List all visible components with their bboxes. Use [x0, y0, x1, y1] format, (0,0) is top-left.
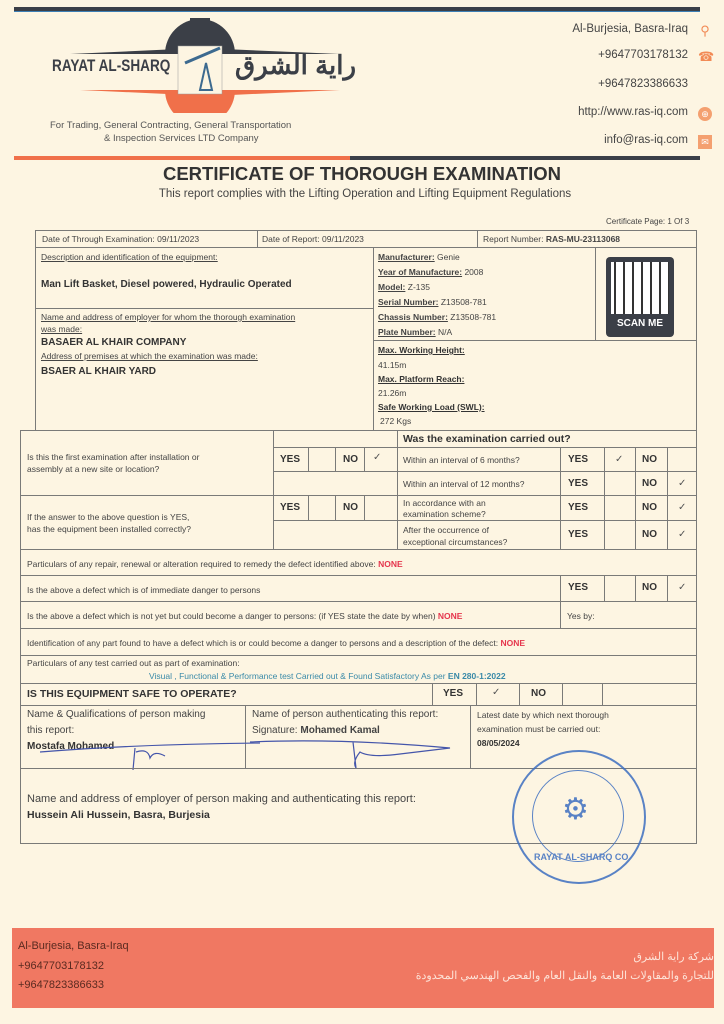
globe-icon: ⊕ — [698, 107, 712, 121]
employer-label-2: was made: — [41, 324, 83, 334]
year: 2008 — [462, 267, 484, 277]
no-label: NO — [642, 453, 657, 465]
email-icon: ✉ — [698, 135, 712, 149]
interval-no — [635, 495, 668, 521]
safe-no — [519, 683, 563, 706]
blank-cell — [273, 430, 398, 448]
stamp-text: RAYAT AL-SHARQ CO. — [534, 852, 631, 862]
chassis-label: Chassis Number: — [378, 312, 448, 322]
employer-cell — [35, 308, 374, 431]
blank-cell — [273, 520, 398, 550]
danger-yes — [560, 575, 605, 602]
no-label: NO — [642, 477, 657, 489]
r3-cell — [397, 495, 561, 521]
contact-phone-1: +9647703178132 — [598, 49, 688, 61]
safe-no-checkbox[interactable] — [562, 683, 603, 706]
footer-phone-2: +9647823386633 — [18, 979, 104, 991]
no-label: NO — [642, 529, 657, 540]
plate-label: Plate Number: — [378, 327, 436, 337]
capacity-cell — [373, 340, 697, 431]
maker-label-2: this report: — [27, 725, 75, 736]
safe-yes — [432, 683, 477, 706]
yes-label: YES — [443, 688, 464, 699]
safe-question: IS THIS EQUIPMENT SAFE TO OPERATE? — [27, 688, 237, 700]
interval-yes — [560, 447, 605, 472]
manufacturer-label: Manufacturer: — [378, 252, 435, 262]
danger-no-checkbox[interactable] — [667, 575, 697, 602]
repair-row — [20, 549, 697, 576]
safe-question-cell — [20, 683, 433, 706]
height-label: Max. Working Height: — [378, 345, 465, 355]
employer-label: Name and address of employer for whom the thorough examination — [41, 312, 296, 322]
q1-yes — [273, 447, 309, 472]
r3-text-2: examination scheme? — [403, 509, 486, 519]
yes-label: YES — [280, 454, 301, 465]
contact-address: Al-Burjesia, Basra-Iraq — [572, 23, 688, 35]
interval-no-checkbox[interactable] — [667, 495, 697, 521]
maker-label: Name & Qualifications of person making — [27, 709, 206, 720]
exam-header-cell — [397, 430, 697, 448]
auth-label: Name of person authenticating this report: — [252, 709, 439, 720]
tests-standard: EN 280-1:2022 — [447, 671, 506, 681]
no-label: NO — [531, 688, 546, 699]
no-label: NO — [343, 454, 358, 465]
r1-cell — [397, 447, 561, 472]
check-icon: ✓ — [615, 453, 624, 465]
notyet-value: NONE — [437, 611, 463, 621]
divider-dark — [350, 156, 700, 160]
q1-cell — [20, 430, 274, 496]
check-icon: ✓ — [373, 452, 382, 463]
immediate-row — [20, 575, 561, 602]
no-label: NO — [642, 582, 657, 593]
q1-text-2: assembly at a new site or location? — [27, 464, 160, 474]
immediate-text: Is the above a defect which is of immediate danger to persons — [27, 585, 261, 595]
check-icon: ✓ — [678, 529, 687, 540]
premises: BSAER AL KHAIR YARD — [41, 366, 157, 377]
top-bar — [14, 7, 700, 12]
q1-yes-checkbox[interactable] — [308, 447, 336, 472]
q2-yes — [273, 495, 309, 521]
next-date: 08/05/2024 — [477, 738, 520, 748]
q2-cell — [20, 495, 274, 550]
yes-by: Yes by: — [567, 611, 595, 621]
report-date-cell — [257, 230, 478, 248]
repair-value: NONE — [378, 559, 403, 569]
notyet-row — [20, 601, 561, 629]
report-number-label: Report Number: — [483, 234, 546, 244]
interval-no-checkbox[interactable] — [667, 471, 697, 496]
interval-no — [635, 471, 668, 496]
serial-label: Serial Number: — [378, 297, 439, 307]
year-label: Year of Manufacture: — [378, 267, 463, 277]
model-label: Model: — [378, 282, 406, 292]
tagline-2: & Inspection Services LTD Company — [104, 133, 259, 144]
identification-value: NONE — [500, 638, 526, 648]
model: Z-135 — [405, 282, 430, 292]
report-number-cell — [477, 230, 697, 248]
check-icon: ✓ — [678, 477, 687, 489]
repair-text: Particulars of any repair, renewal or alteration required to remedy the defect identified above: — [27, 559, 379, 569]
q1-no-checkbox[interactable] — [364, 447, 398, 472]
reach: 21.26m — [378, 388, 407, 398]
contact-email[interactable]: info@ras-iq.com — [604, 134, 688, 146]
notyet-text: Is the above a defect which is not yet but could become a danger to persons: (if YES state the date by when) — [27, 611, 438, 621]
danger-no — [635, 575, 668, 602]
swl: 272 Kgs — [380, 416, 412, 426]
q2-yes-checkbox[interactable] — [308, 495, 336, 521]
r1-text: Within an interval of 6 months? — [403, 455, 520, 465]
report-number: RAS-MU-23113068 — [545, 234, 621, 244]
auth-name: Mohamed Kamal — [300, 725, 380, 736]
page-info: Certificate Page: 1 Of 3 — [606, 217, 690, 226]
identification-text: Identification of any part found to have a defect which is or could become a danger to persons and a description of the defect: — [27, 638, 501, 648]
interval-yes — [560, 495, 605, 521]
interval-no-checkbox[interactable] — [667, 447, 697, 472]
stamp-icon: ⚙ — [562, 793, 589, 826]
chassis: Z13508-781 — [447, 312, 497, 322]
contact-website[interactable]: http://www.ras-iq.com — [578, 106, 688, 118]
qr-pattern-icon — [611, 262, 669, 314]
logo-text-ar: راية الشرق — [235, 50, 357, 80]
yes-label: YES — [568, 453, 589, 465]
yes-label: YES — [568, 477, 589, 489]
interval-no — [635, 447, 668, 472]
qr-code[interactable] — [606, 257, 674, 337]
footer-address: Al-Burjesia, Basra-Iraq — [18, 940, 129, 952]
check-icon: ✓ — [492, 687, 501, 698]
divider-orange — [14, 156, 350, 160]
equipment-desc: Man Lift Basket, Diesel powered, Hydraulic Operated — [41, 279, 292, 290]
exam-header: Was the examination carried out? — [403, 433, 571, 445]
safe-yes-checkbox[interactable] — [476, 683, 520, 706]
interval-yes-checkbox[interactable] — [604, 447, 636, 472]
tests-label: Particulars of any test carried out as part of examination: — [27, 658, 240, 668]
tests-row — [20, 655, 697, 684]
blank-cell — [602, 683, 697, 706]
footer-band — [12, 928, 714, 1008]
height: 41.15m — [378, 360, 407, 370]
r3-text: In accordance with an — [403, 498, 486, 508]
blank-cell — [273, 471, 398, 496]
serial: Z13508-781 — [438, 297, 487, 307]
yes-label: YES — [568, 582, 589, 593]
next-label-2: examination must be carried out: — [477, 724, 601, 734]
employer-report-label: Name and address of employer of person making and authenticating this report: — [27, 793, 416, 805]
tests-text: Visual , Functional & Performance test Carried out & Found Satisfactory As per — [149, 671, 448, 681]
q1-text: Is this the first examination after installation or — [27, 452, 200, 462]
maker-name: Mostafa Mohamed — [27, 741, 115, 752]
yes-label: YES — [280, 502, 301, 513]
q1-no — [335, 447, 365, 472]
q2-text-2: has the equipment been installed correctly? — [27, 524, 191, 534]
auth-sig-label: Signature: — [252, 725, 301, 736]
logo-text-en: RAYAT AL-SHARQ — [52, 56, 171, 75]
yes-by-cell — [560, 601, 697, 629]
interval-yes-checkbox[interactable] — [604, 495, 636, 521]
location-pin-icon: ⚲ — [700, 23, 710, 38]
qr-label: SCAN ME — [616, 318, 664, 329]
interval-yes-checkbox[interactable] — [604, 520, 636, 550]
r2-cell — [397, 471, 561, 496]
desc-label: Description and identification of the equipment: — [41, 252, 218, 262]
swl-label: Safe Working Load (SWL): — [378, 402, 485, 412]
page-subtitle: This report complies with the Lifting Operation and Lifting Equipment Regulations — [158, 188, 572, 200]
exam-date-cell — [35, 230, 258, 248]
interval-no-checkbox[interactable] — [667, 520, 697, 550]
premises-label: Address of premises at which the examination was made: — [41, 351, 258, 361]
employer-name: BASAER AL KHAIR COMPANY — [41, 337, 187, 348]
q2-text: If the answer to the above question is YES, — [27, 512, 190, 522]
equipment-desc-cell — [35, 247, 374, 309]
employer-report-name: Hussein Ali Hussein, Basra, Burjesia — [27, 809, 210, 821]
q2-no — [335, 495, 365, 521]
next-label: Latest date by which next thorough — [477, 710, 609, 720]
phone-icon: ☎ — [698, 49, 715, 64]
check-icon: ✓ — [678, 582, 687, 593]
tagline-1: For Trading, General Contracting, General Transportation — [50, 120, 292, 131]
r4-text: After the occurrence of — [403, 525, 489, 535]
q2-no-checkbox[interactable] — [364, 495, 398, 521]
identification-row — [20, 628, 697, 656]
r2-text: Within an interval of 12 months? — [403, 479, 525, 489]
danger-yes-checkbox[interactable] — [604, 575, 636, 602]
r4-text-2: exceptional circumstances? — [403, 537, 508, 547]
footer-arabic-1: شركة راية الشرق — [633, 951, 714, 963]
interval-yes — [560, 520, 605, 550]
yes-label: YES — [568, 502, 589, 513]
yes-label: YES — [568, 529, 589, 540]
interval-yes — [560, 471, 605, 496]
company-stamp — [512, 750, 646, 884]
check-icon: ✓ — [678, 502, 687, 513]
report-date: Date of Report: 09/11/2023 — [262, 234, 364, 244]
footer-phone-1: +9647703178132 — [18, 960, 104, 972]
contact-phone-2: +9647823386633 — [598, 78, 688, 90]
footer-arabic-2: للتجارة والمقاولات العامة والنقل العام والفحص الهندسي المحدودة — [415, 970, 714, 982]
interval-yes-checkbox[interactable] — [604, 471, 636, 496]
page-title: CERTIFICATE OF THOROUGH EXAMINATION — [162, 163, 562, 184]
interval-no — [635, 520, 668, 550]
exam-date: Date of Through Examination: 09/11/2023 — [42, 234, 200, 244]
reach-label: Max. Platform Reach: — [378, 374, 465, 384]
no-label: NO — [642, 502, 657, 513]
no-label: NO — [343, 502, 358, 513]
specs-cell — [373, 247, 596, 341]
r4-cell — [397, 520, 561, 550]
qr-cell — [595, 247, 697, 341]
company-logo — [40, 18, 360, 113]
manufacturer: Genie — [434, 252, 460, 262]
plate: N/A — [435, 327, 453, 337]
